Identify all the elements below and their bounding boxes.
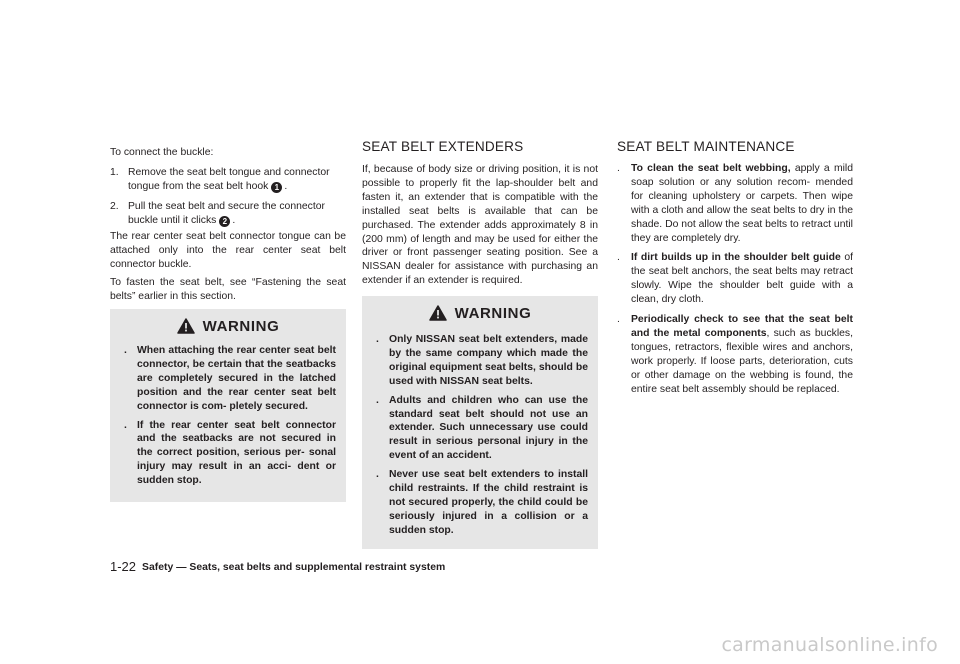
warning-list [124, 344, 336, 493]
step-2-text: Pull the seat belt and secure the connector buckle until it clicks [128, 201, 325, 226]
warning-box-rear-center [110, 309, 346, 502]
callout-2-icon: 2 [219, 216, 230, 227]
warning-title: WARNING [454, 305, 532, 322]
warning-list [376, 333, 588, 543]
bullet-icon: . [124, 419, 127, 431]
bullet-icon: . [617, 314, 620, 326]
step-1-number: 1. [110, 167, 119, 178]
step-1-text: Remove the seat belt tongue and connector tongue from the seat belt hook [128, 167, 330, 192]
bullet-icon: . [376, 334, 379, 345]
maintenance-item: . To clean the seat belt webbing, apply a mild soap solution or any solution recom- mended for cleaning upholstery or carpets. Then wipe with a cloth and allow the seat belts to dry in the shade. Do not allow the seat belts to retract until they are completely dry. [617, 163, 853, 244]
bullet-icon: . [376, 394, 379, 406]
warning-header [362, 304, 598, 324]
maintenance-item: . Periodically check to see that the seat belt and the metal components, such as buckles, tongues, retractors, flexible wires and anchors, work properly. If loose parts, deterioration, cuts or other damage on the webbing is found, the entire seat belt assembly should be replaced. [617, 314, 854, 395]
step-1: 1. Remove the seat belt tongue and connector tongue from the seat belt hook 1 . [110, 167, 330, 192]
maintenance-heading: SEAT BELT MAINTENANCE [617, 139, 795, 154]
maintenance-item: . If dirt builds up in the shoulder belt guide of the seat belt anchors, the seat belts may retract slowly. Wipe the shoulder belt guide with a clean, dry cloth. [617, 252, 853, 306]
extenders-heading: SEAT BELT EXTENDERS [362, 139, 524, 154]
bullet-icon: . [617, 163, 620, 174]
connector-paragraph: The rear center seat belt connector tongue can be attached only into the rear center seat belt connector buckle. [110, 231, 346, 270]
step-2-number: 2. [110, 201, 119, 212]
warning-box-extenders [362, 296, 598, 549]
bullet-icon: . [376, 469, 379, 481]
fasten-reference-paragraph: To fasten the seat belt, see “Fastening the seat belts” earlier in this section. [110, 277, 346, 302]
warning-item: . Only NISSAN seat belt extenders, made by the same company which made the original equipment seat belts, should be used with NISSAN seat belts. [376, 334, 588, 387]
callout-1-icon: 1 [271, 182, 282, 193]
step-2: 2. Pull the seat belt and secure the connector buckle until it clicks 2 . [110, 201, 325, 226]
maintenance-list [617, 162, 853, 403]
bullet-icon: . [617, 252, 620, 264]
warning-item: . Adults and children who can use the standard seat belt should not use an extender. Such unnecessary use could result in serious personal injury in the event of an accident. [376, 394, 588, 462]
buckle-intro: To connect the buckle: [110, 147, 214, 158]
extenders-paragraph: If, because of body size or driving position, it is not possible to properly fit the lap-shoulder belt and fasten it, an extender that is compatible with the installed seat belts is available that can be purchased. The extender adds approximately 8 in (200 mm) of length and may be used for either the driver or front passenger seating position. See a NISSAN dealer for assistance with purchasing an extender if an extender is required. [362, 164, 598, 287]
warning-item: . If the rear center seat belt connector and the seatbacks are not secured in the correct position, serious per- sonal injury may result in an acci- dent or sudden stop. [124, 419, 336, 487]
watermark: carmanualsonline.info [721, 634, 938, 656]
warning-triangle-icon [429, 305, 447, 321]
warning-triangle-icon [177, 318, 195, 334]
page-footer [110, 560, 445, 575]
warning-item: . Never use seat belt extenders to install child restraints. If the child restraint is not secured properly, the child could be seriously injured in a collision or a sudden stop. [376, 469, 588, 536]
warning-item: . When attaching the rear center seat belt connector, be certain that the seatbacks are completely secured in the latched position and the rear center seat belt connector is com- pletely secured. [124, 345, 336, 412]
page-number: 1-22 [110, 559, 137, 574]
bullet-icon: . [124, 345, 127, 356]
warning-title: WARNING [202, 318, 280, 335]
warning-header [110, 317, 346, 337]
section-title: Safety — Seats, seat belts and supplemental restraint system [142, 562, 446, 573]
